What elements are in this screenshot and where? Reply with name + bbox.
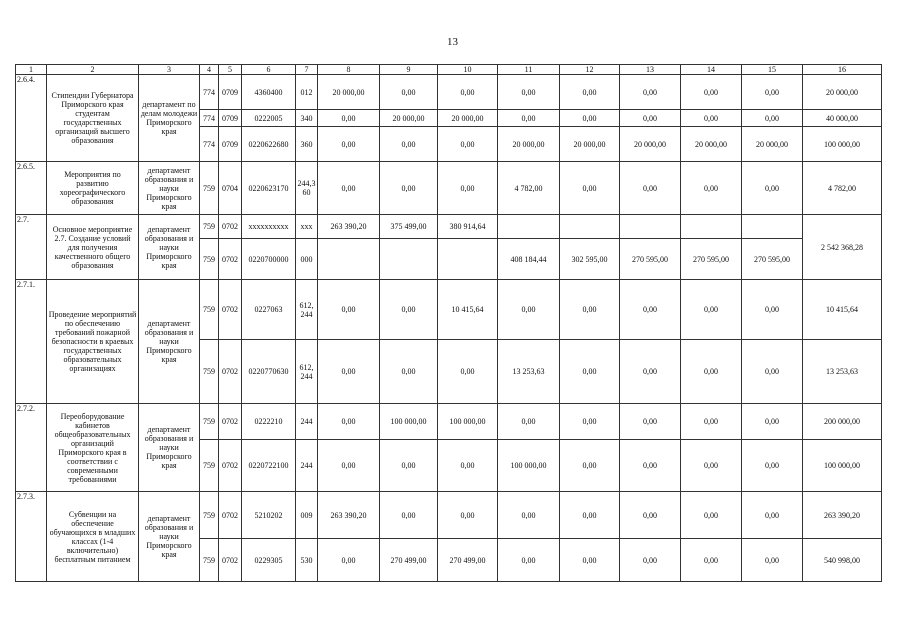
cell-value: 0,00 — [681, 162, 742, 215]
cell-value: 20 000,00 — [742, 127, 803, 162]
cell-value: 0,00 — [742, 162, 803, 215]
column-header: 8 — [318, 65, 380, 75]
cell-value: 20 000,00 — [438, 110, 498, 127]
cell-value: 10 415,64 — [803, 280, 882, 340]
cell-value: 0,00 — [742, 492, 803, 539]
cell-value — [438, 239, 498, 280]
department: департамент образования и науки Приморского края — [139, 280, 200, 404]
cell-value: 0,00 — [318, 162, 380, 215]
cell-value: 759 — [200, 539, 219, 582]
cell-value: 0,00 — [438, 340, 498, 404]
cell-value: 0,00 — [620, 404, 681, 440]
department: департамент образования и науки Приморского края — [139, 492, 200, 582]
row-name: Переоборудование кабинетов общеобразовательных организаций Приморского края в соответствии с современными требованиями — [47, 404, 139, 492]
cell-value: 0,00 — [498, 75, 560, 110]
cell-value: 540 998,00 — [803, 539, 882, 582]
row-number: 2.6.4. — [16, 75, 47, 162]
cell-value: 0,00 — [498, 492, 560, 539]
cell-value: 200 000,00 — [803, 404, 882, 440]
column-header: 3 — [139, 65, 200, 75]
column-header: 13 — [620, 65, 681, 75]
column-header: 14 — [681, 65, 742, 75]
row-name: Основное мероприятие 2.7. Создание условий для получения качественного общего образования — [47, 215, 139, 280]
cell-value: 0,00 — [318, 110, 380, 127]
cell-value: 20 000,00 — [318, 75, 380, 110]
cell-value: 0220722100 — [242, 440, 296, 492]
row-number: 2.7.3. — [16, 492, 47, 582]
cell-value: 0,00 — [380, 280, 438, 340]
section-total: 2 542 368,28 — [803, 215, 882, 280]
row-name: Субвенции на обеспечение обучающихся в младших классах (1-4 включительно) бесплатным питанием — [47, 492, 139, 582]
cell-value: 0702 — [219, 404, 242, 440]
cell-value: 0709 — [219, 127, 242, 162]
cell-value: 0,00 — [438, 75, 498, 110]
cell-value: 0,00 — [318, 280, 380, 340]
cell-value: 4 782,00 — [803, 162, 882, 215]
column-header: 16 — [803, 65, 882, 75]
cell-value: 530 — [296, 539, 318, 582]
cell-value: 0,00 — [380, 162, 438, 215]
cell-value: 0,00 — [560, 280, 620, 340]
cell-value: 0,00 — [438, 492, 498, 539]
header-row — [16, 65, 882, 75]
cell-value: xxx — [296, 215, 318, 239]
cell-value: 0,00 — [742, 340, 803, 404]
cell-value: 0,00 — [438, 440, 498, 492]
cell-value: 100 000,00 — [498, 440, 560, 492]
cell-value: 759 — [200, 404, 219, 440]
cell-value: 0,00 — [438, 162, 498, 215]
cell-value: 270 595,00 — [681, 239, 742, 280]
cell-value: 0,00 — [681, 280, 742, 340]
cell-value: 0,00 — [318, 404, 380, 440]
cell-value: 244 — [296, 440, 318, 492]
cell-value: 263 390,20 — [318, 215, 380, 239]
cell-value: 0,00 — [318, 127, 380, 162]
cell-value: 0,00 — [620, 280, 681, 340]
cell-value: 20 000,00 — [803, 75, 882, 110]
cell-value: 0,00 — [560, 340, 620, 404]
cell-value: 759 — [200, 162, 219, 215]
cell-value: 263 390,20 — [803, 492, 882, 539]
cell-value: 0,00 — [620, 110, 681, 127]
cell-value: 0,00 — [620, 340, 681, 404]
cell-value: 012 — [296, 75, 318, 110]
cell-value: 270 595,00 — [620, 239, 681, 280]
column-header: 11 — [498, 65, 560, 75]
cell-value: 100 000,00 — [803, 127, 882, 162]
cell-value — [560, 215, 620, 239]
cell-value: 0709 — [219, 75, 242, 110]
cell-value: 13 253,63 — [498, 340, 560, 404]
column-header: 7 — [296, 65, 318, 75]
cell-value: 0,00 — [498, 110, 560, 127]
cell-value: 0,00 — [742, 539, 803, 582]
table-row — [16, 492, 882, 539]
cell-value: 0,00 — [620, 75, 681, 110]
cell-value: 759 — [200, 440, 219, 492]
cell-value: xxxxxxxxxx — [242, 215, 296, 239]
cell-value: 612, 244 — [296, 340, 318, 404]
cell-value: 0,00 — [681, 492, 742, 539]
table-row — [16, 215, 882, 239]
cell-value: 0220622680 — [242, 127, 296, 162]
cell-value: 0,00 — [318, 440, 380, 492]
department: департамент образования и науки Приморского края — [139, 404, 200, 492]
column-header: 2 — [47, 65, 139, 75]
column-header: 4 — [200, 65, 219, 75]
cell-value: 20 000,00 — [560, 127, 620, 162]
cell-value: 270 499,00 — [380, 539, 438, 582]
column-header: 10 — [438, 65, 498, 75]
cell-value: 0,00 — [681, 75, 742, 110]
cell-value: 0,00 — [438, 127, 498, 162]
column-header: 5 — [219, 65, 242, 75]
row-number: 2.6.5. — [16, 162, 47, 215]
department: департамент образования и науки Приморского края — [139, 215, 200, 280]
cell-value: 0,00 — [560, 110, 620, 127]
cell-value: 340 — [296, 110, 318, 127]
cell-value: 100 000,00 — [438, 404, 498, 440]
cell-value: 0220770630 — [242, 340, 296, 404]
column-header: 6 — [242, 65, 296, 75]
cell-value — [380, 239, 438, 280]
cell-value: 0229305 — [242, 539, 296, 582]
cell-value: 263 390,20 — [318, 492, 380, 539]
cell-value: 380 914,64 — [438, 215, 498, 239]
cell-value: 0,00 — [742, 280, 803, 340]
table-row — [16, 404, 882, 440]
cell-value: 10 415,64 — [438, 280, 498, 340]
cell-value: 0,00 — [681, 440, 742, 492]
cell-value: 0,00 — [742, 75, 803, 110]
cell-value: 0,00 — [681, 110, 742, 127]
department: департамент по делам молодежи Приморского края — [139, 75, 200, 162]
cell-value: 302 595,00 — [560, 239, 620, 280]
cell-value: 0,00 — [742, 404, 803, 440]
cell-value: 360 — [296, 127, 318, 162]
row-number: 2.7.1. — [16, 280, 47, 404]
cell-value: 0,00 — [380, 127, 438, 162]
column-header: 1 — [16, 65, 47, 75]
cell-value: 270 499,00 — [438, 539, 498, 582]
cell-value: 40 000,00 — [803, 110, 882, 127]
cell-value: 270 595,00 — [742, 239, 803, 280]
cell-value: 0702 — [219, 340, 242, 404]
row-name: Стипендии Губернатора Приморского края студентам государственных организаций высшего образования — [47, 75, 139, 162]
cell-value: 244 — [296, 404, 318, 440]
cell-value: 13 253,63 — [803, 340, 882, 404]
cell-value: 759 — [200, 340, 219, 404]
cell-value: 000 — [296, 239, 318, 280]
cell-value: 244,3 60 — [296, 162, 318, 215]
cell-value: 0,00 — [560, 492, 620, 539]
cell-value: 0,00 — [681, 340, 742, 404]
cell-value: 0,00 — [380, 340, 438, 404]
cell-value: 0222005 — [242, 110, 296, 127]
cell-value: 20 000,00 — [380, 110, 438, 127]
row-number: 2.7.2. — [16, 404, 47, 492]
cell-value: 100 000,00 — [380, 404, 438, 440]
cell-value: 0,00 — [742, 110, 803, 127]
cell-value: 0,00 — [620, 539, 681, 582]
cell-value: 0,00 — [560, 539, 620, 582]
cell-value: 5210202 — [242, 492, 296, 539]
cell-value: 0709 — [219, 110, 242, 127]
cell-value: 759 — [200, 280, 219, 340]
cell-value: 0,00 — [380, 75, 438, 110]
cell-value: 375 499,00 — [380, 215, 438, 239]
table-row — [16, 75, 882, 110]
cell-value — [681, 215, 742, 239]
cell-value: 4 782,00 — [498, 162, 560, 215]
cell-value: 0227063 — [242, 280, 296, 340]
cell-value: 0702 — [219, 215, 242, 239]
cell-value: 774 — [200, 110, 219, 127]
cell-value: 0702 — [219, 492, 242, 539]
column-header: 9 — [380, 65, 438, 75]
cell-value: 0,00 — [742, 440, 803, 492]
cell-value: 0,00 — [498, 280, 560, 340]
department: департамент образования и науки Приморского края — [139, 162, 200, 215]
cell-value: 100 000,00 — [803, 440, 882, 492]
cell-value: 759 — [200, 215, 219, 239]
cell-value: 0704 — [219, 162, 242, 215]
cell-value: 0,00 — [620, 492, 681, 539]
cell-value: 612, 244 — [296, 280, 318, 340]
cell-value: 0,00 — [620, 440, 681, 492]
cell-value: 0,00 — [560, 162, 620, 215]
cell-value: 0222210 — [242, 404, 296, 440]
cell-value: 0220623170 — [242, 162, 296, 215]
table-row — [16, 162, 882, 215]
row-number: 2.7. — [16, 215, 47, 280]
cell-value: 0,00 — [681, 539, 742, 582]
cell-value: 0,00 — [620, 162, 681, 215]
cell-value: 774 — [200, 127, 219, 162]
cell-value: 408 184,44 — [498, 239, 560, 280]
cell-value: 0,00 — [318, 340, 380, 404]
cell-value: 0702 — [219, 440, 242, 492]
row-name: Мероприятия по развитию хореографического образования — [47, 162, 139, 215]
cell-value — [742, 215, 803, 239]
cell-value: 0702 — [219, 239, 242, 280]
cell-value: 20 000,00 — [498, 127, 560, 162]
cell-value: 0,00 — [560, 440, 620, 492]
cell-value: 0,00 — [380, 440, 438, 492]
cell-value — [318, 239, 380, 280]
cell-value: 0,00 — [498, 539, 560, 582]
row-name: Проведение мероприятий по обеспечению требований пожарной безопасности в краевых государственных образовательных организациях — [47, 280, 139, 404]
cell-value — [498, 215, 560, 239]
cell-value: 0,00 — [380, 492, 438, 539]
cell-value: 759 — [200, 239, 219, 280]
cell-value — [620, 215, 681, 239]
cell-value: 0220700000 — [242, 239, 296, 280]
cell-value: 0,00 — [560, 404, 620, 440]
cell-value: 20 000,00 — [620, 127, 681, 162]
cell-value: 0,00 — [498, 404, 560, 440]
cell-value: 0,00 — [681, 404, 742, 440]
cell-value: 0702 — [219, 280, 242, 340]
cell-value: 20 000,00 — [681, 127, 742, 162]
page-number: 13 — [447, 36, 458, 48]
table-body — [16, 65, 882, 582]
cell-value: 759 — [200, 492, 219, 539]
cell-value: 009 — [296, 492, 318, 539]
cell-value: 0,00 — [560, 75, 620, 110]
cell-value: 4360400 — [242, 75, 296, 110]
column-header: 12 — [560, 65, 620, 75]
table-row — [16, 280, 882, 340]
cell-value: 0,00 — [318, 539, 380, 582]
budget-table — [15, 64, 882, 582]
cell-value: 774 — [200, 75, 219, 110]
column-header: 15 — [742, 65, 803, 75]
cell-value: 0702 — [219, 539, 242, 582]
